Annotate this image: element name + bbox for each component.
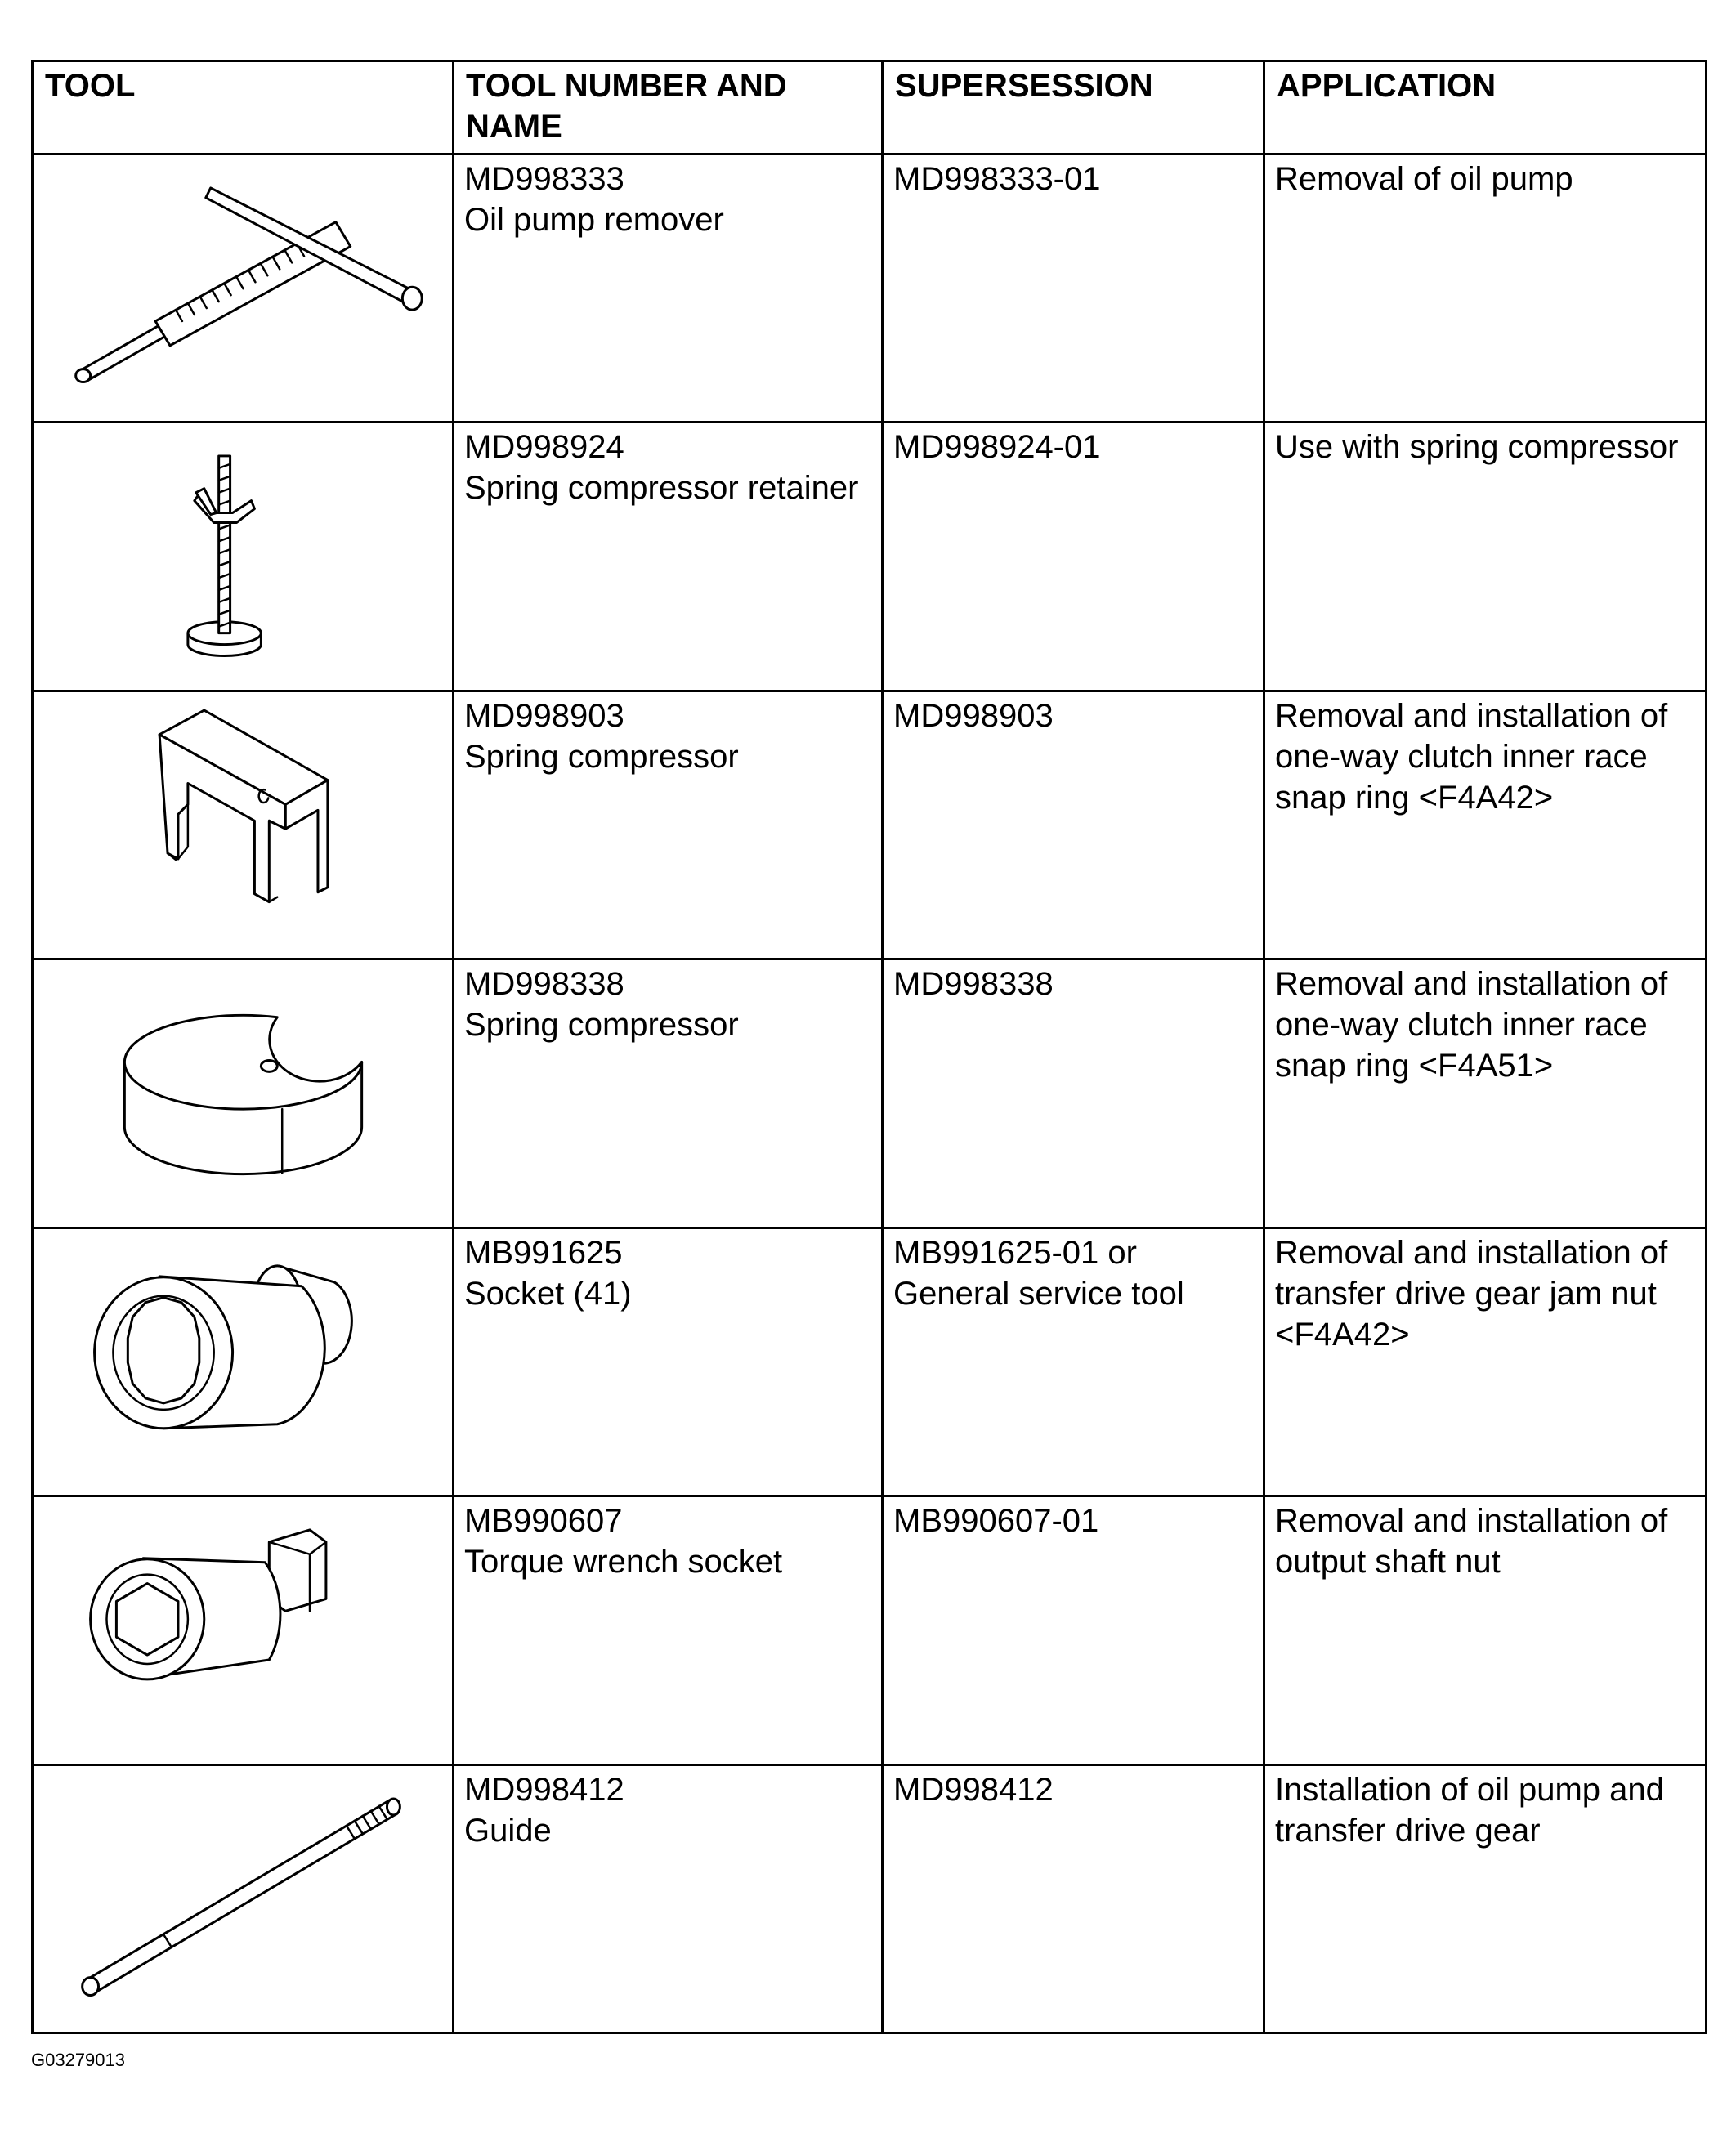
tool-number-name-cell [454,1227,883,1496]
supersession-cell: MD998338 [883,959,1264,1227]
header-application: APPLICATION [1264,61,1707,154]
tool-number: MD998903 [464,697,624,734]
tool-number-name-cell [454,691,883,959]
spring-compressor-retainer-icon [34,423,452,689]
tool-number-name-cell [454,959,883,1227]
torque-wrench-socket-icon [34,1497,452,1763]
application-cell: Removal and installation of output shaft nut [1264,1496,1707,1764]
header-tool-number-and-name: TOOL NUMBER AND NAME [454,61,883,154]
tool-number: MB991625 [464,1234,623,1271]
supersession-cell: MB991625-01 or General service tool [883,1227,1264,1496]
tool-image-cell [33,691,454,959]
tool-image-cell [33,154,454,423]
tool-image-cell [33,1496,454,1764]
supersession-cell: MD998333-01 [883,154,1264,423]
header-tool: TOOL [33,61,454,154]
application-cell: Removal and installation of one-way clutch inner race snap ring <F4A42> [1264,691,1707,959]
application-cell: Removal and installation of one-way clutch inner race snap ring <F4A51> [1264,959,1707,1227]
supersession-cell: MD998412 [883,1764,1264,2032]
tool-name: Spring compressor [464,738,739,775]
tool-name: Guide [464,1812,552,1849]
tool-image-cell [33,1227,454,1496]
tool-image-cell [33,423,454,691]
table-row [33,691,1707,959]
tool-name: Socket (41) [464,1275,632,1312]
spring-compressor-disc-icon [34,960,452,1226]
supersession-cell: MD998924-01 [883,423,1264,691]
tool-name: Spring compressor retainer [464,470,859,507]
application-cell: Installation of oil pump and transfer drive gear [1264,1764,1707,2032]
guide-rod-icon [34,1766,452,2032]
tool-name: Spring compressor [464,1007,739,1044]
oil-pump-remover-icon [34,155,452,421]
tool-number-name-cell [454,154,883,423]
special-tools-table [31,60,1707,2034]
table-row [33,423,1707,691]
tool-image-cell [33,959,454,1227]
spring-compressor-bracket-icon [34,692,452,958]
tool-number-name-cell [454,1764,883,2032]
application-cell: Removal of oil pump [1264,154,1707,423]
tool-number-name-cell [454,423,883,691]
table-row [33,1227,1707,1496]
tool-number: MD998924 [464,429,624,466]
figure-code: G03279013 [31,2050,125,2070]
table-row [33,1496,1707,1764]
tool-name: Oil pump remover [464,202,724,238]
table-row [33,154,1707,423]
tool-name: Torque wrench socket [464,1544,783,1581]
application-cell: Removal and installation of transfer drive gear jam nut <F4A42> [1264,1227,1707,1496]
table-row [33,959,1707,1227]
socket-icon [34,1229,452,1495]
tool-number-name-cell [454,1496,883,1764]
tool-number: MB990607 [464,1503,623,1540]
tool-number: MD998338 [464,966,624,1003]
tool-number: MD998333 [464,161,624,197]
tool-number: MD998412 [464,1771,624,1808]
tool-image-cell [33,1764,454,2032]
supersession-cell: MB990607-01 [883,1496,1264,1764]
supersession-cell: MD998903 [883,691,1264,959]
table-row [33,1764,1707,2032]
table-header-row [33,61,1707,154]
header-supersession: SUPERSESSION [883,61,1264,154]
application-cell: Use with spring compressor [1264,423,1707,691]
